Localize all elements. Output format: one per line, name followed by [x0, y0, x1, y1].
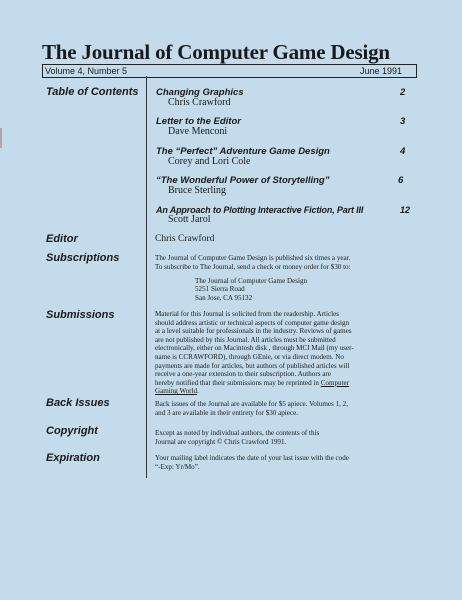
- expiration-line: “-Exp: Yr/Mo”.: [155, 462, 200, 471]
- issue-date: June 1991: [359, 66, 402, 76]
- toc-entry-title-4[interactable]: “The Wonderful Power of Storytelling”: [156, 175, 330, 186]
- expiration-label: Expiration: [46, 452, 100, 464]
- address-line: The Journal of Computer Game Design: [195, 277, 308, 285]
- back-issues-line: Back issues of the Journal are available for $5 apiece. Volumes 1, 2,: [155, 400, 348, 408]
- toc-label: Table of Contents: [46, 86, 139, 98]
- toc-entry-page-5: 12: [400, 205, 411, 215]
- toc-entry-author-4: Bruce Sterling: [168, 185, 227, 196]
- computer-gaming-world-link: Computer: [320, 378, 350, 387]
- mailing-address: [195, 277, 307, 302]
- toc-entry-page-3: 4: [400, 146, 406, 157]
- toc-entry-author-3: Corey and Lori Cole: [168, 156, 251, 167]
- copyright-text: [155, 429, 425, 446]
- submissions-line-end: .: [197, 387, 199, 396]
- back-issues-label: Back Issues: [46, 397, 110, 409]
- issue-number: Volume 4, Number 5: [45, 66, 128, 76]
- submissions-line-text: hereby notified that their submissions may be reprinted in: [155, 378, 321, 387]
- submissions-line: [155, 379, 425, 388]
- toc-entry-title-5[interactable]: An Approach to Plotting Interactive Fiction, Part III: [156, 205, 364, 215]
- computer-gaming-world-link: Gaming World: [155, 387, 198, 396]
- toc-entry-title-2[interactable]: Letter to the Editor: [156, 116, 241, 127]
- submissions-line: electronically, either on Macintosh disk , through MCI Mail (my user-: [155, 344, 354, 353]
- address-line: 5251 Sierra Road: [195, 285, 245, 294]
- submissions-line: should address artistic or technical aspects of computer game design: [155, 318, 350, 327]
- subscriptions-line: The Journal of Computer Game Design is published six times a year.: [155, 254, 351, 262]
- journal-title: The Journal of Computer Game Design: [42, 40, 390, 64]
- submissions-line: at a level suitable for professionals in the industry. Reviews of games: [155, 327, 352, 336]
- subscriptions-line: To subscribe to The Journal, send a check or money order for $30 to:: [155, 262, 351, 271]
- toc-entry-author-1: Chris Crawford: [168, 97, 231, 108]
- toc-entry-page-1: 2: [400, 87, 406, 98]
- editor-name: Chris Crawford: [155, 234, 215, 244]
- copyright-line: Except as noted by individual authors, the contents of this: [155, 429, 320, 437]
- submissions-line: Material for this Journal is solicited from the readership. Articles: [155, 310, 339, 318]
- submissions-line: payments are made for articles, but authors of published articles will: [155, 361, 350, 370]
- submissions-text: [155, 310, 425, 396]
- address-line: San Jose, CA 95132: [195, 293, 253, 302]
- submissions-line: receive a one-year extension to their subscription. Authors are: [155, 370, 331, 379]
- column-divider: [146, 76, 147, 478]
- toc-entry-title-1[interactable]: Changing Graphics: [156, 87, 244, 98]
- toc-entry-page-2: 3: [400, 116, 406, 127]
- back-issues-text: [155, 400, 425, 417]
- issue-bar: [42, 64, 417, 78]
- submissions-line: name is CCRAWFORD), through GEnie, or via direct modem. No: [155, 352, 344, 361]
- toc-entry-page-4: 6: [398, 175, 404, 186]
- page-edge-mark: [0, 128, 2, 148]
- back-issues-line: and 3 are available in their entirety for $30 apiece.: [155, 408, 298, 417]
- subscriptions-text: [155, 254, 425, 271]
- submissions-line: [155, 387, 425, 396]
- submissions-label: Submissions: [46, 309, 115, 321]
- expiration-text: [155, 454, 425, 471]
- subscriptions-label: Subscriptions: [46, 252, 120, 264]
- toc-entry-author-2: Dave Menconi: [168, 126, 228, 137]
- editor-label: Editor: [46, 233, 78, 245]
- submissions-line: are not published by this Journal. All articles must be submitted: [155, 335, 336, 344]
- copyright-label: Copyright: [46, 425, 98, 437]
- expiration-line: Your mailing label indicates the date of your last issue with the code: [155, 454, 349, 462]
- copyright-line: Journal are copyright © Chris Crawford 1991.: [155, 437, 287, 446]
- toc-entry-author-5: Scott Jarol: [168, 214, 211, 225]
- toc-entry-title-3[interactable]: The “Perfect” Adventure Game Design: [156, 146, 330, 157]
